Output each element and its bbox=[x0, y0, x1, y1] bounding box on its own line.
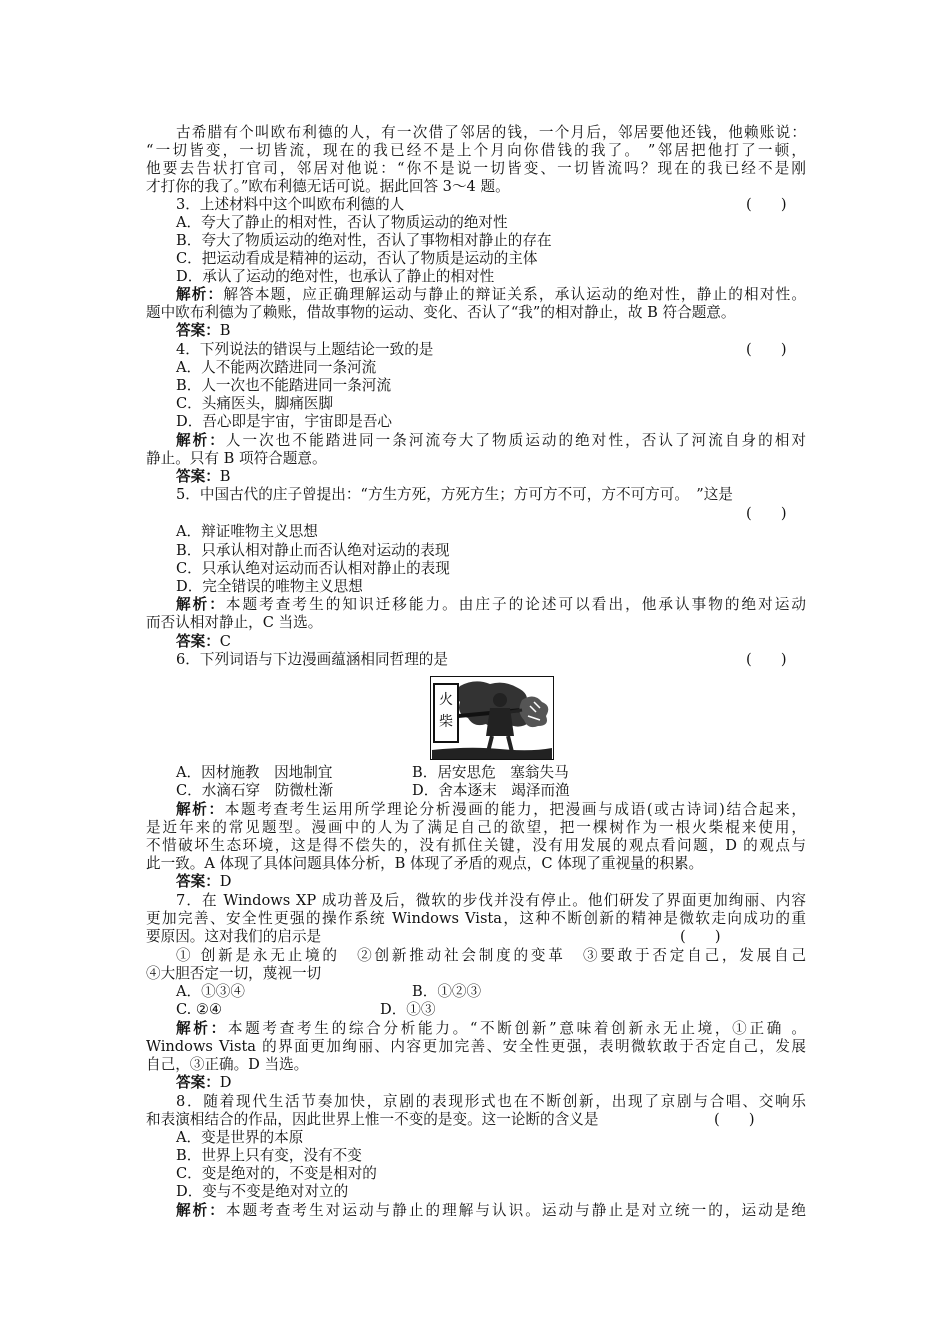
q7-analysis-text-1: 本题考查考生的综合分析能力。“不断创新”意味着创新永无止境，①正确 。 bbox=[227, 1020, 806, 1037]
q5-option-a: A．辩证唯物主义思想 bbox=[176, 523, 318, 540]
q5-answer-value: C bbox=[219, 633, 231, 650]
cartoon-sign-char-2: 柴 bbox=[439, 714, 453, 730]
q6-analysis-line-2: 是近年来的常见题型。漫画中的人为了满足自己的欲望，把一棵树作为一根火柴棍来使用， bbox=[146, 819, 806, 836]
intro-line-4: 才打你的我了。”欧布利德无话可说。据此回答 3～4 题。 bbox=[146, 178, 510, 195]
q7-option-d: D．①③ bbox=[380, 1001, 436, 1018]
q5-option-c: C．只承认绝对运动而否认相对静止的表现 bbox=[176, 560, 450, 577]
q5-answer bbox=[176, 633, 231, 651]
q8-option-d: D．变与不变是绝对对立的 bbox=[176, 1183, 349, 1200]
q4-answer bbox=[176, 468, 231, 486]
q7-analysis-label: 解析： bbox=[176, 1020, 228, 1037]
q7-option-c: C. ②④ bbox=[176, 1001, 223, 1018]
q3-stem: 3．上述材料中这个叫欧布利德的人 bbox=[176, 196, 405, 213]
q7-choices-line-2: ④大胆否定一切，蔑视一切 bbox=[146, 965, 322, 982]
q6-analysis-line-1 bbox=[176, 801, 806, 819]
q6-answer-blank: ( ) bbox=[746, 651, 787, 668]
q6-option-b: B．居安思危 塞翁失马 bbox=[412, 764, 569, 781]
q6-option-a: A．因材施教 因地制宜 bbox=[176, 764, 333, 781]
q5-analysis-line-1 bbox=[176, 596, 806, 614]
q5-answer-blank: ( ) bbox=[746, 505, 787, 522]
q4-option-b: B．人一次也不能踏进同一条河流 bbox=[176, 377, 392, 394]
q5-analysis-line-2: 而否认相对静止，C 当选。 bbox=[146, 614, 323, 631]
q6-option-c: C．水滴石穿 防微杜渐 bbox=[176, 782, 334, 799]
q7-answer-blank: ( ) bbox=[680, 928, 721, 945]
q5-option-b: B．只承认相对静止而否认绝对运动的表现 bbox=[176, 542, 450, 559]
q7-stem-line-1: 7．在 Windows XP 成功普及后，微软的步伐并没有停止。他们研发了界面更加绚丽、内容 bbox=[176, 892, 806, 909]
q6-stem: 6．下列词语与下边漫画蕴涵相同哲理的是 bbox=[176, 651, 448, 668]
q4-analysis-text-1: 人一次也不能踏进同一条河流夸大了物质运动的绝对性，否认了河流自身的相对 bbox=[225, 432, 806, 449]
match-tree-cartoon bbox=[430, 676, 554, 760]
q4-option-d: D．吾心即是宇宙，宇宙即是吾心 bbox=[176, 413, 393, 430]
q3-analysis-label: 解析： bbox=[176, 286, 224, 303]
q7-analysis-line-2: Windows Vista 的界面更加绚丽、内容更加完善、安全性更强，表明微软敢于否定自己，发展 bbox=[146, 1038, 806, 1055]
q4-analysis-line-1 bbox=[176, 432, 806, 450]
q8-option-a: A．变是世界的本原 bbox=[176, 1129, 304, 1146]
q3-option-d: D．承认了运动的绝对性，也承认了静止的相对性 bbox=[176, 268, 495, 285]
q6-answer bbox=[176, 873, 232, 891]
q6-analysis-text-1: 本题考查考生运用所学理论分析漫画的能力，把漫画与成语(或古诗词)结合起来， bbox=[224, 801, 806, 818]
q6-option-d: D．舍本逐末 竭泽而渔 bbox=[412, 782, 570, 799]
q8-analysis-label: 解析： bbox=[176, 1202, 226, 1219]
q5-analysis-label: 解析： bbox=[176, 596, 226, 613]
q4-answer-blank: ( ) bbox=[746, 341, 787, 358]
intro-line-2: “一切皆变，一切皆流，现在的我已经不是上个月向你借钱的我了。 ”邻居把他打了一顿， bbox=[146, 142, 806, 159]
q6-analysis-line-4: 此一致。A 体现了具体问题具体分析，B 体现了矛盾的观点，C 体现了重视量的积累。 bbox=[146, 855, 704, 872]
q4-option-c: C．头痛医头，脚痛医脚 bbox=[176, 395, 334, 412]
q7-answer-value: D bbox=[219, 1074, 232, 1091]
q4-answer-label: 答案： bbox=[176, 468, 220, 485]
q3-option-c: C．把运动看成是精神的运动，否认了物质是运动的主体 bbox=[176, 250, 538, 267]
q7-analysis-line-3: 自己，③正确。D 当选。 bbox=[146, 1056, 309, 1073]
q3-option-b: B．夸大了物质运动的绝对性，否认了事物相对静止的存在 bbox=[176, 232, 552, 249]
q8-option-c: C．变是绝对的，不变是相对的 bbox=[176, 1165, 377, 1182]
q3-answer-value: B bbox=[219, 322, 231, 339]
q3-option-a: A．夸大了静止的相对性，否认了物质运动的绝对性 bbox=[176, 214, 508, 231]
q4-option-a: A．人不能两次踏进同一条河流 bbox=[176, 359, 377, 376]
q3-answer-blank: ( ) bbox=[746, 196, 787, 213]
q3-analysis-text-1: 解答本题，应正确理解运动与静止的辩证关系，承认运动的绝对性，静止的相对性。 bbox=[223, 286, 806, 303]
q5-option-d: D．完全错误的唯物主义思想 bbox=[176, 578, 363, 595]
q8-answer-blank: ( ) bbox=[714, 1111, 755, 1128]
q5-analysis-text-1: 本题考查考生的知识迁移能力。由庄子的论述可以看出，他承认事物的绝对运动 bbox=[225, 596, 806, 613]
q8-option-b: B．世界上只有变，没有不变 bbox=[176, 1147, 362, 1164]
q8-stem-line-2: 和表演相结合的作品，因此世界上惟一不变的是变。这一论断的含义是 bbox=[146, 1111, 599, 1128]
q8-analysis-text-1: 本题考查考生对运动与静止的理解与认识。运动与静止是对立统一的，运动是绝 bbox=[225, 1202, 806, 1219]
q6-answer-label: 答案： bbox=[176, 873, 220, 890]
q7-answer-label: 答案： bbox=[176, 1074, 220, 1091]
q6-analysis-label: 解析： bbox=[176, 801, 225, 818]
q5-stem: 5．中国古代的庄子曾提出：“方生方死，方死方生；方可方不可，方不可方可。 ”这是 bbox=[176, 486, 733, 503]
intro-line-1: 古希腊有个叫欧布利德的人，有一次借了邻居的钱，一个月后，邻居要他还钱，他赖账说： bbox=[176, 124, 806, 141]
q7-answer bbox=[176, 1074, 232, 1092]
q3-analysis-line-2: 题中欧布利德为了赖账，借故事物的运动、变化、否认了“我”的相对静止，故 B 符合题意。 bbox=[146, 304, 736, 321]
cartoon-illustration bbox=[430, 676, 554, 760]
q7-option-b: B．①②③ bbox=[412, 983, 482, 1000]
q5-answer-label: 答案： bbox=[176, 633, 220, 650]
q7-stem-line-2: 更加完善、安全性更强的操作系统 Windows Vista，这种不断创新的精神是微软走向成功的重 bbox=[146, 910, 806, 927]
q3-answer-label: 答案： bbox=[176, 322, 220, 339]
q4-analysis-label: 解析： bbox=[176, 432, 226, 449]
cartoon-sign-char-1: 火 bbox=[439, 692, 453, 708]
q4-analysis-line-2: 静止。只有 B 项符合题意。 bbox=[146, 450, 327, 467]
q7-stem-line-3: 要原因。这对我们的启示是 bbox=[146, 928, 322, 945]
q7-option-a: A．①③④ bbox=[176, 983, 245, 1000]
q8-analysis-line-1 bbox=[176, 1202, 806, 1220]
q6-answer-value: D bbox=[219, 873, 232, 890]
q3-answer bbox=[176, 322, 231, 340]
q3-analysis-line-1 bbox=[176, 286, 806, 304]
q4-stem: 4．下列说法的错误与上题结论一致的是 bbox=[176, 341, 434, 358]
intro-line-3: 他要去告状打官司，邻居对他说：“你不是说一切皆变、一切皆流吗？现在的我已经不是刚 bbox=[146, 160, 806, 177]
q4-answer-value: B bbox=[219, 468, 231, 485]
q7-choices-line-1: ① 创新是永无止境的 ②创新推动社会制度的变革 ③要敢于否定自己，发展自己 bbox=[176, 947, 806, 964]
q8-stem-line-1: 8．随着现代生活节奏加快，京剧的表现形式也在不断创新，出现了京剧与合唱、交响乐 bbox=[176, 1093, 806, 1110]
q7-analysis-line-1 bbox=[176, 1020, 806, 1038]
q6-analysis-line-3: 不惜破坏生态环境，这是得不偿失的，没有抓住关键，没有用发展的观点看问题，D 的观点与 bbox=[146, 837, 806, 854]
